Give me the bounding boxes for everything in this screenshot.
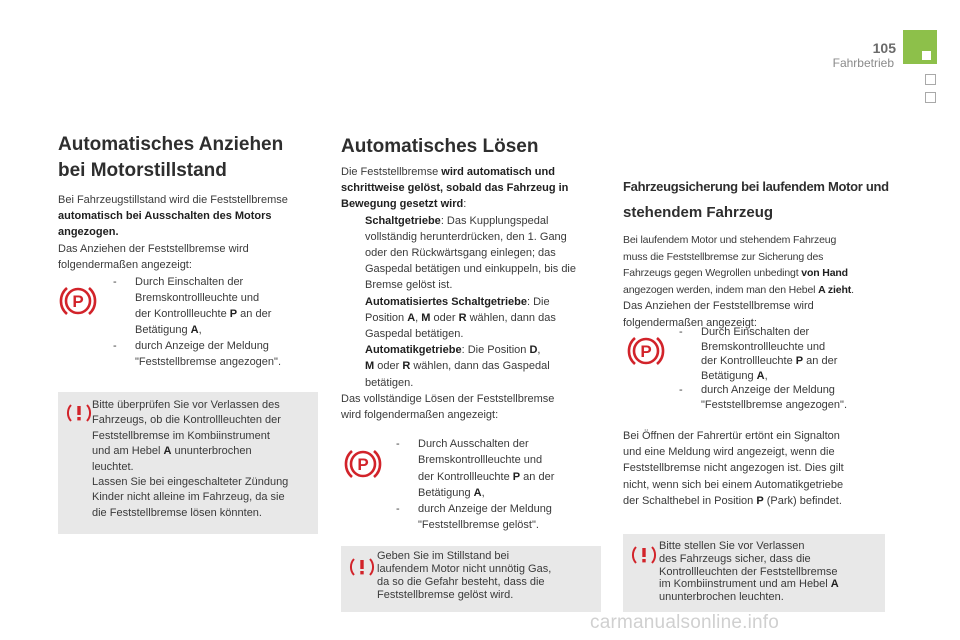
heading-auto-release: Automatisches Lösen [341,136,539,157]
indicator-list-apply [113,274,323,370]
list-item: - durch Anzeige der Meldung "Feststellbremse gelöst". [396,503,552,532]
page-number: 105 [872,40,896,56]
indicator-list-release [396,436,606,534]
list-item: - durch Anzeige der Meldung "Feststellbremse angezogen". [679,384,847,411]
warning-text-securing: Bitte stellen Sie vor Verlassen des Fahrzeugs sicher, dass die Kontrollleuchten der Feststellbremse im Kombiinstrument und am Hebel A ununterbrochen leuchten. [659,540,839,604]
indicator-list-securing [679,325,889,413]
watermark: carmanualsonline.info [590,612,780,633]
warning-box-release [341,546,601,612]
arrow-bullet-icon [341,294,365,343]
list-item: Automatikgetriebe: Die Position D, M oder R wählen, dann das Gaspedal betätigen. [341,342,603,391]
para-release-outro: Das vollständige Lösen der Feststellbremse wird folgendermaßen angezeigt: [341,392,555,422]
list-item: - Durch Ausschalten der Bremskontrollleuchte und der Kontrollleuchte P an der Betätigung A, [396,438,555,499]
svg-text:P: P [640,342,652,361]
para-securing-1: Bei laufendem Motor und stehendem Fahrzeug muss die Feststellbremse zur Sicherung des Fahrzeugs gegen Wegrollen unbedingt von Hand angezogen werden, indem man den Hebel A zieht. [623,234,854,296]
para-securing-3: Bei Öffnen der Fahrertür ertönt ein Signalton und eine Meldung wird angezeigt, wenn die Feststellbremse nicht angezogen ist. Dies gilt nicht, wenn sich bei einem Automatikgetriebe der Schalthebel in Position P (Park) befindet. [623,430,844,507]
chapter-tab [903,30,937,64]
arrow-bullet-icon [341,342,365,391]
section-title: Fahrbetrieb [832,56,894,70]
list-item: - Durch Einschalten der Bremskontrollleuchte und der Kontrollleuchte P an der Betätigung A, [679,326,838,382]
warning-text-apply: Bitte überprüfen Sie vor Verlassen des Fahrzeugs, ob die Kontrollleuchten der Feststellbremse im Kombiinstrument und am Hebel A ununterbrochen leuchtet. Lassen Sie bei eingeschalteter Zündung Kinder nicht alleine im Fahrzeug, da sie die Feststellbremse lösen könnten. [92,399,289,519]
chapter-tab-empty-1 [925,74,936,85]
svg-text:P: P [72,292,84,311]
warning-box-apply [58,392,318,534]
list-item: - durch Anzeige der Meldung "Feststellbremse angezogen". [113,340,281,368]
arrow-bullet-icon [341,213,365,294]
exclamation-warning-icon [349,556,375,578]
heading-auto-apply-2: bei Motorstillstand [58,160,227,181]
section-auto-apply [58,132,323,273]
exclamation-warning-icon [66,402,92,424]
para-auto-apply: Bei Fahrzeugstillstand wird die Feststellbremse automatisch bei Ausschalten des Motors angezogen. Das Anziehen der Feststellbremse wird folgendermaßen angezeigt: [58,194,288,271]
heading-vehicle-securing-2: stehendem Fahrzeug [623,204,774,221]
chapter-tab-square [922,51,931,60]
parking-brake-warning-icon [58,281,98,321]
exclamation-warning-icon [631,544,657,566]
section-auto-release [341,134,603,423]
list-item: Schaltgetriebe: Das Kupplungspedal vollständig herunterdrücken, den 1. Gang oder den Rückwärtsgang einlegen; das Gaspedal betätigen und einkuppeln, bis die Bremse gelöst ist. [341,213,603,294]
parking-brake-warning-icon [626,331,666,371]
heading-auto-apply-1: Automatisches Anziehen [58,134,284,155]
svg-text:P: P [357,455,369,474]
heading-vehicle-securing-1: Fahrzeugsicherung bei laufendem Motor und [623,179,889,194]
list-item: Automatisiertes Schaltgetriebe: Die Position A, M oder R wählen, dann das Gaspedal betätigen. [341,294,603,343]
section-vehicle-securing [623,174,893,331]
parking-brake-warning-icon [343,444,383,484]
para-release-intro: Die Feststellbremse wird automatisch und schrittweise gelöst, sobald das Fahrzeug in Bewegung gesetzt wird: [341,166,569,211]
list-item: - Durch Einschalten der Bremskontrollleuchte und der Kontrollleuchte P an der Betätigung A, [113,276,272,336]
warning-text-release: Geben Sie im Stillstand bei laufendem Motor nicht unnötig Gas, da so die Gefahr besteht, dass die Feststellbremse gelöst wird. [377,550,552,601]
gearbox-list [341,213,603,391]
para-securing-2: Das Anziehen der Feststellbremse wird folgendermaßen angezeigt: [623,300,814,329]
chapter-tab-empty-2 [925,92,936,103]
warning-box-securing [623,534,885,612]
